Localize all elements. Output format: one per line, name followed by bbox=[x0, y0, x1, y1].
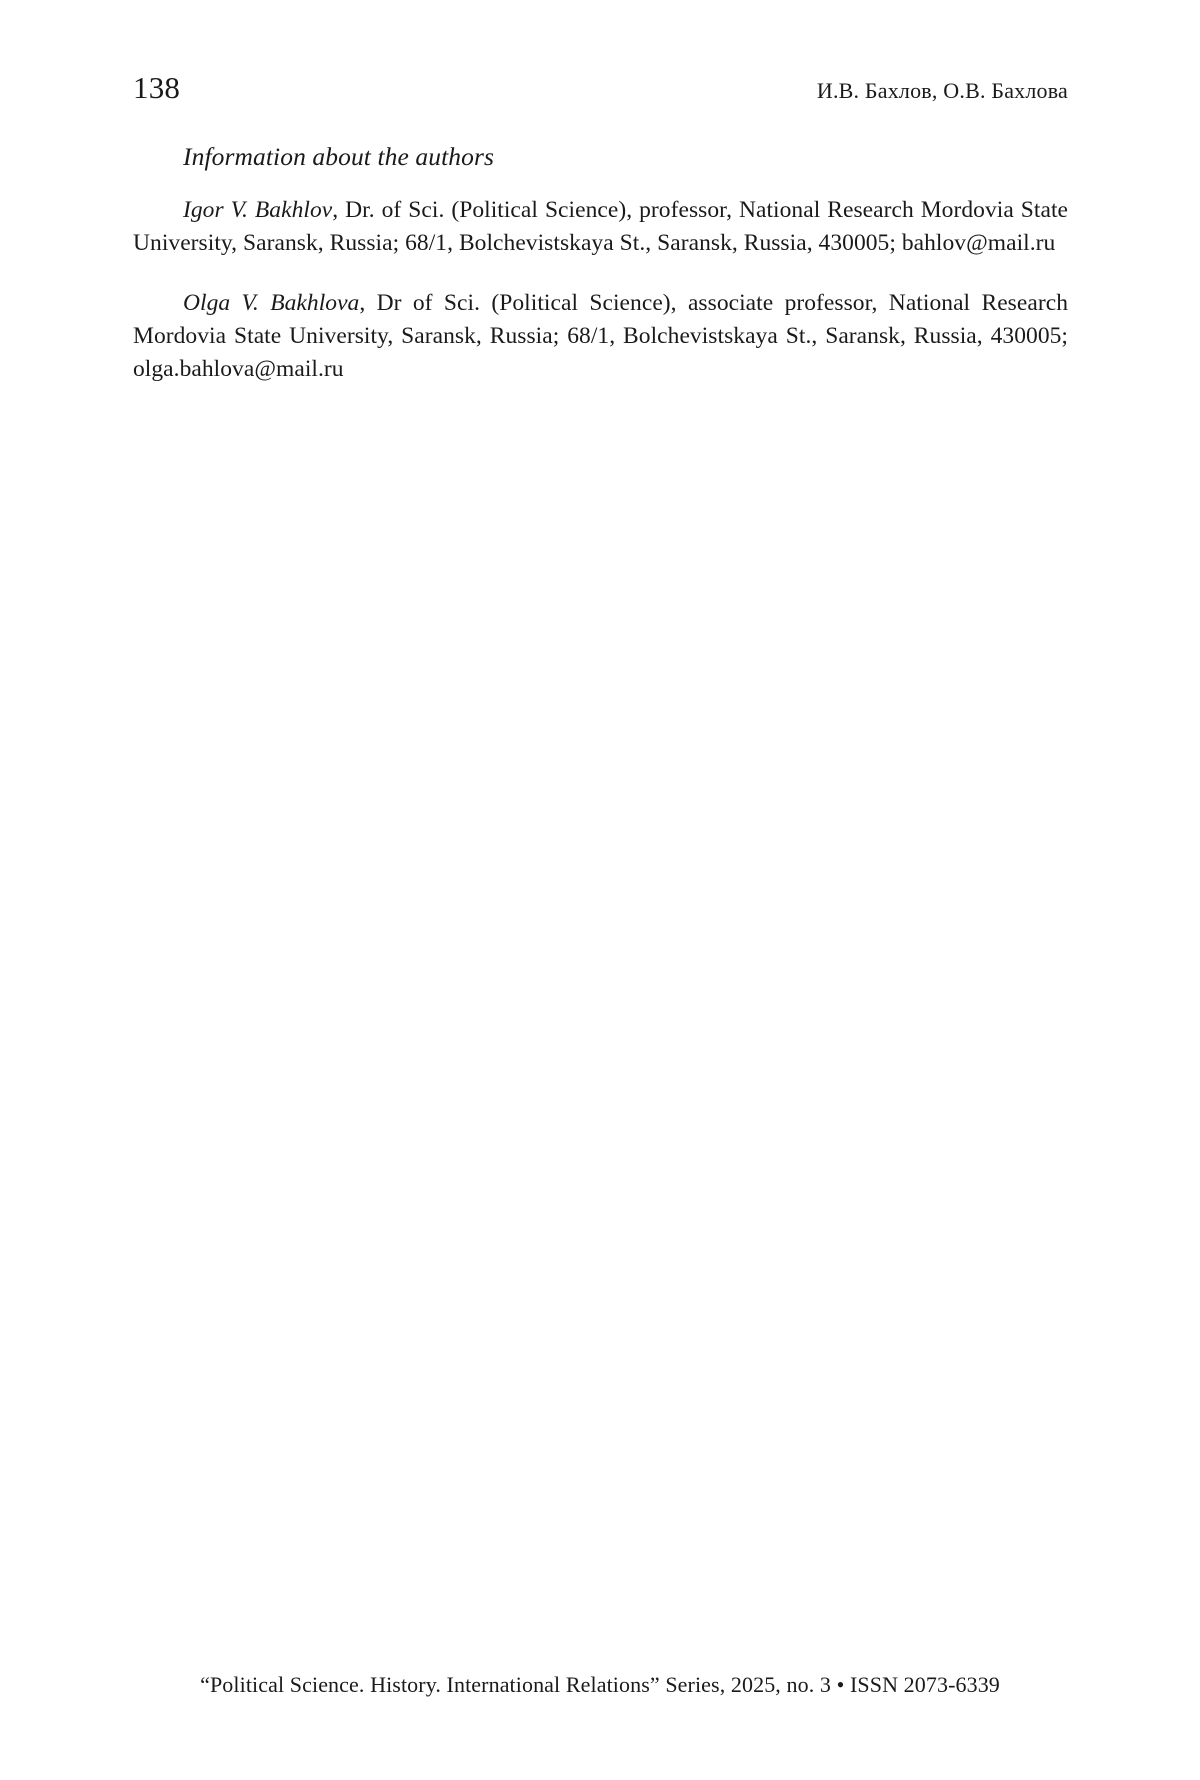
author-name: Olga V. Bakhlova bbox=[183, 289, 360, 316]
author-name: Igor V. Bakhlov bbox=[183, 197, 333, 223]
author-info-entry bbox=[133, 194, 1068, 261]
running-head bbox=[133, 70, 1068, 106]
page-content bbox=[133, 70, 1068, 413]
author-details: , Dr. of Sci. (Political Science), professor, National Research Mordovia State University, Saransk, Russia; 68/1, Bolchevistskaya St., Saransk, Russia, 430005; bahlov@mail.ru bbox=[133, 197, 1069, 257]
page-footer: “Political Science. History. International Relations” Series, 2025, no. 3 • ISSN 2073-6339 bbox=[200, 1672, 1000, 1697]
running-head-authors: И.В. Бахлов, О.В. Бахлова bbox=[816, 78, 1068, 103]
page-number: 138 bbox=[133, 70, 181, 105]
author-details: , Dr of Sci. (Political Science), associate professor, National Research Mordovia State University, Saransk, Russia; 68/1, Bolchevistskaya St., Saransk, Russia, 430005; olga.bahlova@mail.ru bbox=[133, 289, 1068, 383]
section-heading: Information about the authors bbox=[183, 142, 495, 171]
author-info-entry bbox=[133, 287, 1068, 387]
